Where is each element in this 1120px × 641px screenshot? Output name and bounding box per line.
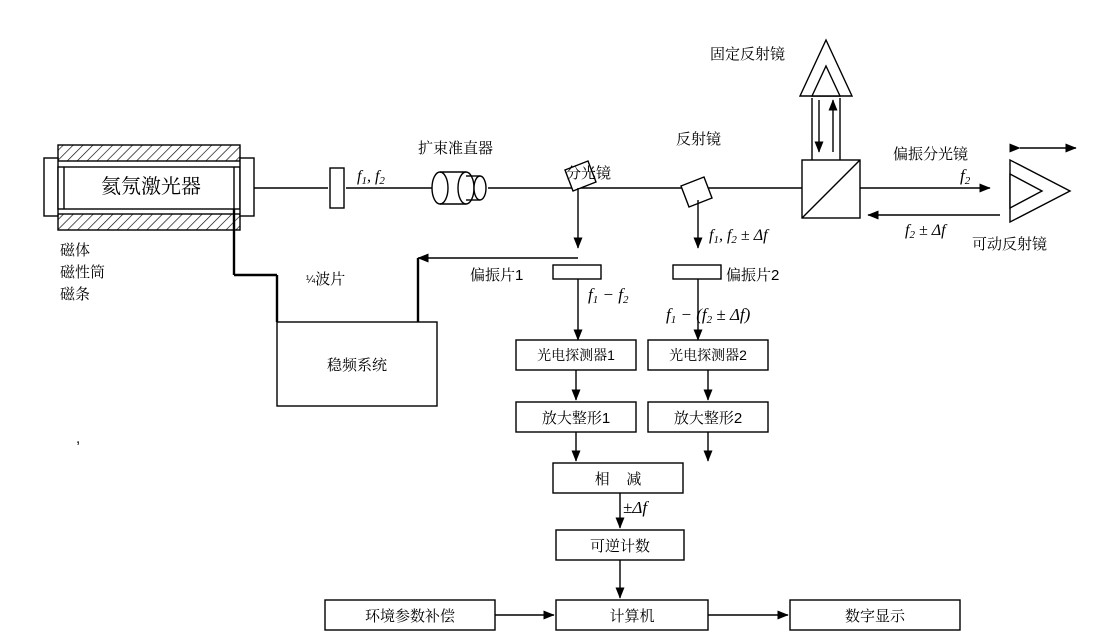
amplifier-2-label: 放大整形2	[673, 409, 743, 427]
movable-reflector-label: 可动反射镜	[972, 236, 1048, 253]
beam-expander-label: 扩束准直器	[418, 140, 494, 157]
detector-2-label: 光电探测器2	[669, 347, 747, 363]
label-f1-f2: $f_1$, $f_2$	[357, 168, 385, 187]
freq-stabilizer-label: 稳频系统	[326, 356, 387, 374]
polarizing-splitter-label: 偏振分光镜	[893, 146, 969, 163]
mirror-plate	[681, 177, 712, 207]
magnet-top	[58, 145, 240, 161]
env-compensation-label: 环境参数补偿	[364, 607, 455, 625]
quarter-wave-plate	[330, 168, 344, 208]
beam-splitter-label: 分光镜	[566, 165, 612, 182]
label-f2-right: $f_2$	[960, 166, 971, 187]
label-beat-2: $f_1 - (f_2 \pm \Delta f)$	[666, 305, 751, 326]
magnet-label: 磁体 磁性筒 磁条	[60, 242, 106, 303]
detector-1-label: 光电探测器1	[537, 347, 615, 363]
label-f2-delta: $f_2 \pm \Delta f$	[905, 222, 946, 241]
label-f1-f2-delta: $f_1$, $f_2 \pm \Delta f$	[709, 227, 768, 246]
amplifier-1-label: 放大整形1	[541, 409, 611, 427]
subtractor-label: 相 减	[594, 470, 642, 488]
polarizer-1-label: 偏振片1	[470, 267, 524, 284]
fixed-reflector-prism	[800, 40, 852, 96]
quarter-wave-label: ¼波片	[306, 271, 346, 288]
laser-label: 氦氖激光器	[101, 176, 201, 198]
magnet-bottom	[58, 214, 240, 230]
display-label: 数字显示	[844, 607, 905, 625]
polarizer-2	[673, 265, 721, 279]
mirror-label: 反射镜	[676, 131, 722, 148]
polarizer-1	[553, 265, 601, 279]
stray-comma: ,	[76, 430, 81, 447]
movable-reflector-prism	[1010, 160, 1070, 222]
fixed-reflector-label: 固定反射镜	[710, 46, 786, 63]
counter-label: 可逆计数	[589, 537, 650, 555]
label-delta-f: ±Δf	[623, 498, 648, 517]
computer-label: 计算机	[609, 607, 655, 625]
label-beat-1: $f_1 - f_2$	[588, 285, 629, 306]
polarizer-2-label: 偏振片2	[726, 267, 780, 284]
